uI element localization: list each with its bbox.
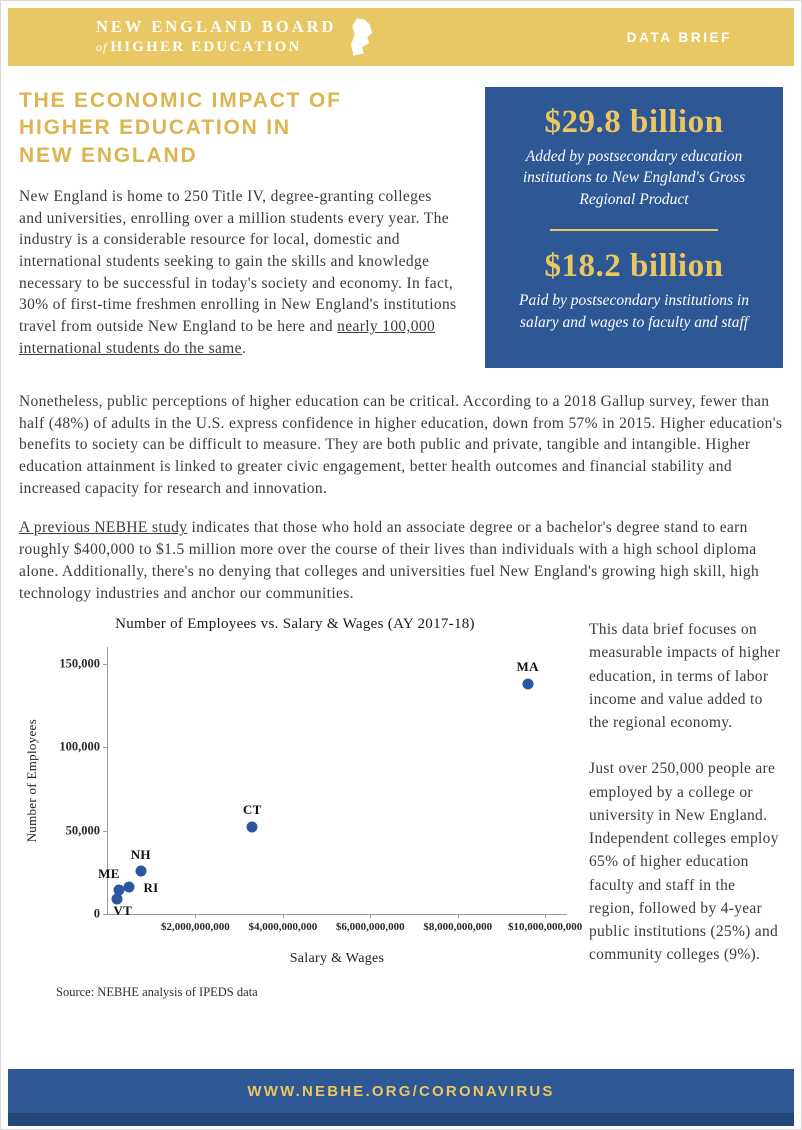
chart-source: Source: NEBHE analysis of IPEDS data <box>56 985 258 1000</box>
stat-wages-description: Paid by postsecondary institutions in salary and wages to faculty and staff <box>519 292 749 331</box>
x-axis-tick-mark <box>458 914 459 918</box>
scatter-point-label-me: ME <box>98 865 120 881</box>
scatter-point-ct <box>247 822 258 833</box>
header-bar <box>8 8 794 66</box>
scatter-point-label-vt: VT <box>113 903 133 919</box>
main-content <box>8 66 794 1069</box>
page-title-line-3: NEW ENGLAND <box>19 143 198 167</box>
international-students-link[interactable]: nearly 100,000 international students do the same <box>19 318 436 357</box>
y-axis-label-text: Number of Employees <box>24 718 39 843</box>
scatter-point-ri <box>123 882 134 893</box>
logo-line2-text: HIGHER EDUCATION <box>110 38 302 55</box>
intro-paragraph <box>19 186 459 360</box>
page-title <box>19 87 459 169</box>
footer-strip <box>8 1113 794 1126</box>
logo-line1: NEW ENGLAND BOARD <box>96 17 337 37</box>
earnings-paragraph <box>19 517 783 604</box>
stat-grp-description: Added by postsecondary education institutions to New England's Gross Regional Product <box>522 148 746 208</box>
scatter-point-label-ri: RI <box>143 880 159 896</box>
footer-url-link[interactable]: WWW.NEBHE.ORG/CORONAVIRUS <box>247 1082 555 1100</box>
scatter-point-label-ct: CT <box>242 802 262 818</box>
stat-wages-value: $18.2 billion <box>544 248 724 285</box>
y-axis-tick-mark <box>103 664 108 665</box>
y-axis-tick-label: 0 <box>93 906 100 921</box>
stat-grp-value: $29.8 billion <box>544 104 724 140</box>
x-axis-tick-mark <box>370 914 371 918</box>
y-axis-tick-mark <box>103 747 108 748</box>
page-title-line-1: THE ECONOMIC IMPACT OF <box>19 89 342 112</box>
y-axis-tick-mark <box>103 914 108 915</box>
x-axis-tick-label: $10,000,000,000 <box>508 921 583 934</box>
y-axis-tick-label: 50,000 <box>65 823 100 838</box>
previous-study-link[interactable]: A previous NEBHE study <box>19 519 188 537</box>
perceptions-paragraph: Nonetheless, public perceptions of higher education can be critical. According to a 2018 Gallup survey, fewer than half (48%) of adults in the U.S. express confidence in higher education, down from 57% in 2015. Higher education's benefits to society can be difficult to measure. They are both public and private, tangible and intangible. Higher education attainment is linked to greater civic engagement, better health outcomes and financial stability and increased capacity for research and innovation. <box>19 393 783 497</box>
intro-row <box>19 87 783 368</box>
logo-text <box>96 17 336 56</box>
x-axis-tick-label: $6,000,000,000 <box>335 921 405 934</box>
chart-block <box>19 616 583 1000</box>
x-axis-tick-label: $4,000,000,000 <box>248 921 318 934</box>
sidebar-text-column <box>571 616 783 1000</box>
x-axis-tick-label: $8,000,000,000 <box>423 921 493 934</box>
y-axis-tick-label: 100,000 <box>59 739 100 754</box>
scatter-point-ma <box>522 678 533 689</box>
intro-paragraph-end: . <box>241 339 247 357</box>
x-axis-tick-label: $2,000,000,000 <box>161 921 230 934</box>
sidebar-paragraph-2: Just over 250,000 people are employed by a college or university in New England. Independent colleges employ 65% of higher education faculty and staff in the region, followed by 4-year public institutions (25%) and community colleges (9%). <box>589 760 779 964</box>
intro-column <box>19 87 459 359</box>
page-title-line-2: HIGHER EDUCATION IN <box>19 116 291 140</box>
sidebar-paragraph-1: This data brief focuses on measurable impacts of higher education, in terms of labor income and value added to the regional economy. <box>589 621 781 732</box>
y-axis-tick-label: 150,000 <box>59 656 100 671</box>
x-axis-tick-mark <box>283 914 284 918</box>
scatter-plot-area <box>24 647 583 934</box>
scatter-point-nh <box>135 865 146 876</box>
logo-of: of <box>96 39 108 54</box>
x-axis-tick-mark <box>195 914 196 918</box>
scatter-point-label-ma: MA <box>516 658 539 674</box>
stat-box <box>485 87 783 368</box>
new-england-map-icon <box>346 16 376 58</box>
nebhe-logo[interactable] <box>96 16 376 58</box>
data-brief-label: DATA BRIEF <box>626 29 732 45</box>
intro-paragraph-text: New England is home to 250 Title IV, degree-granting colleges and universities, enrolling over a million students every year. The industry is a considerable resource for local, domestic and international students seeking to gain the skills and knowledge necessary to be successful in today's society and economy. In fact, 30% of first-time freshmen enrolling in New England's institutions travel from outside New England to be here and <box>19 187 457 336</box>
logo-line2 <box>96 38 336 57</box>
earnings-paragraph-text: indicates that those who hold an associate degree or a bachelor's degree stand to earn roughly $400,000 to $1.5 million more over the course of their lives than individuals with a high school diploma alone. Additionally, there's no denying that colleges and universities fuel New England's growing high skill, high technology industries and anchor our communities. <box>19 519 760 602</box>
scatter-point-label-nh: NH <box>130 846 151 862</box>
y-axis-tick-mark <box>103 831 108 832</box>
stat-divider <box>550 229 718 231</box>
chart-row <box>19 616 783 1000</box>
x-axis-tick-mark <box>545 914 546 918</box>
x-axis-label: Salary & Wages <box>289 951 385 967</box>
chart-title: Number of Employees vs. Salary & Wages (AY 2017-18) <box>115 616 475 633</box>
footer-bar <box>8 1069 794 1113</box>
y-axis-label <box>24 647 40 914</box>
